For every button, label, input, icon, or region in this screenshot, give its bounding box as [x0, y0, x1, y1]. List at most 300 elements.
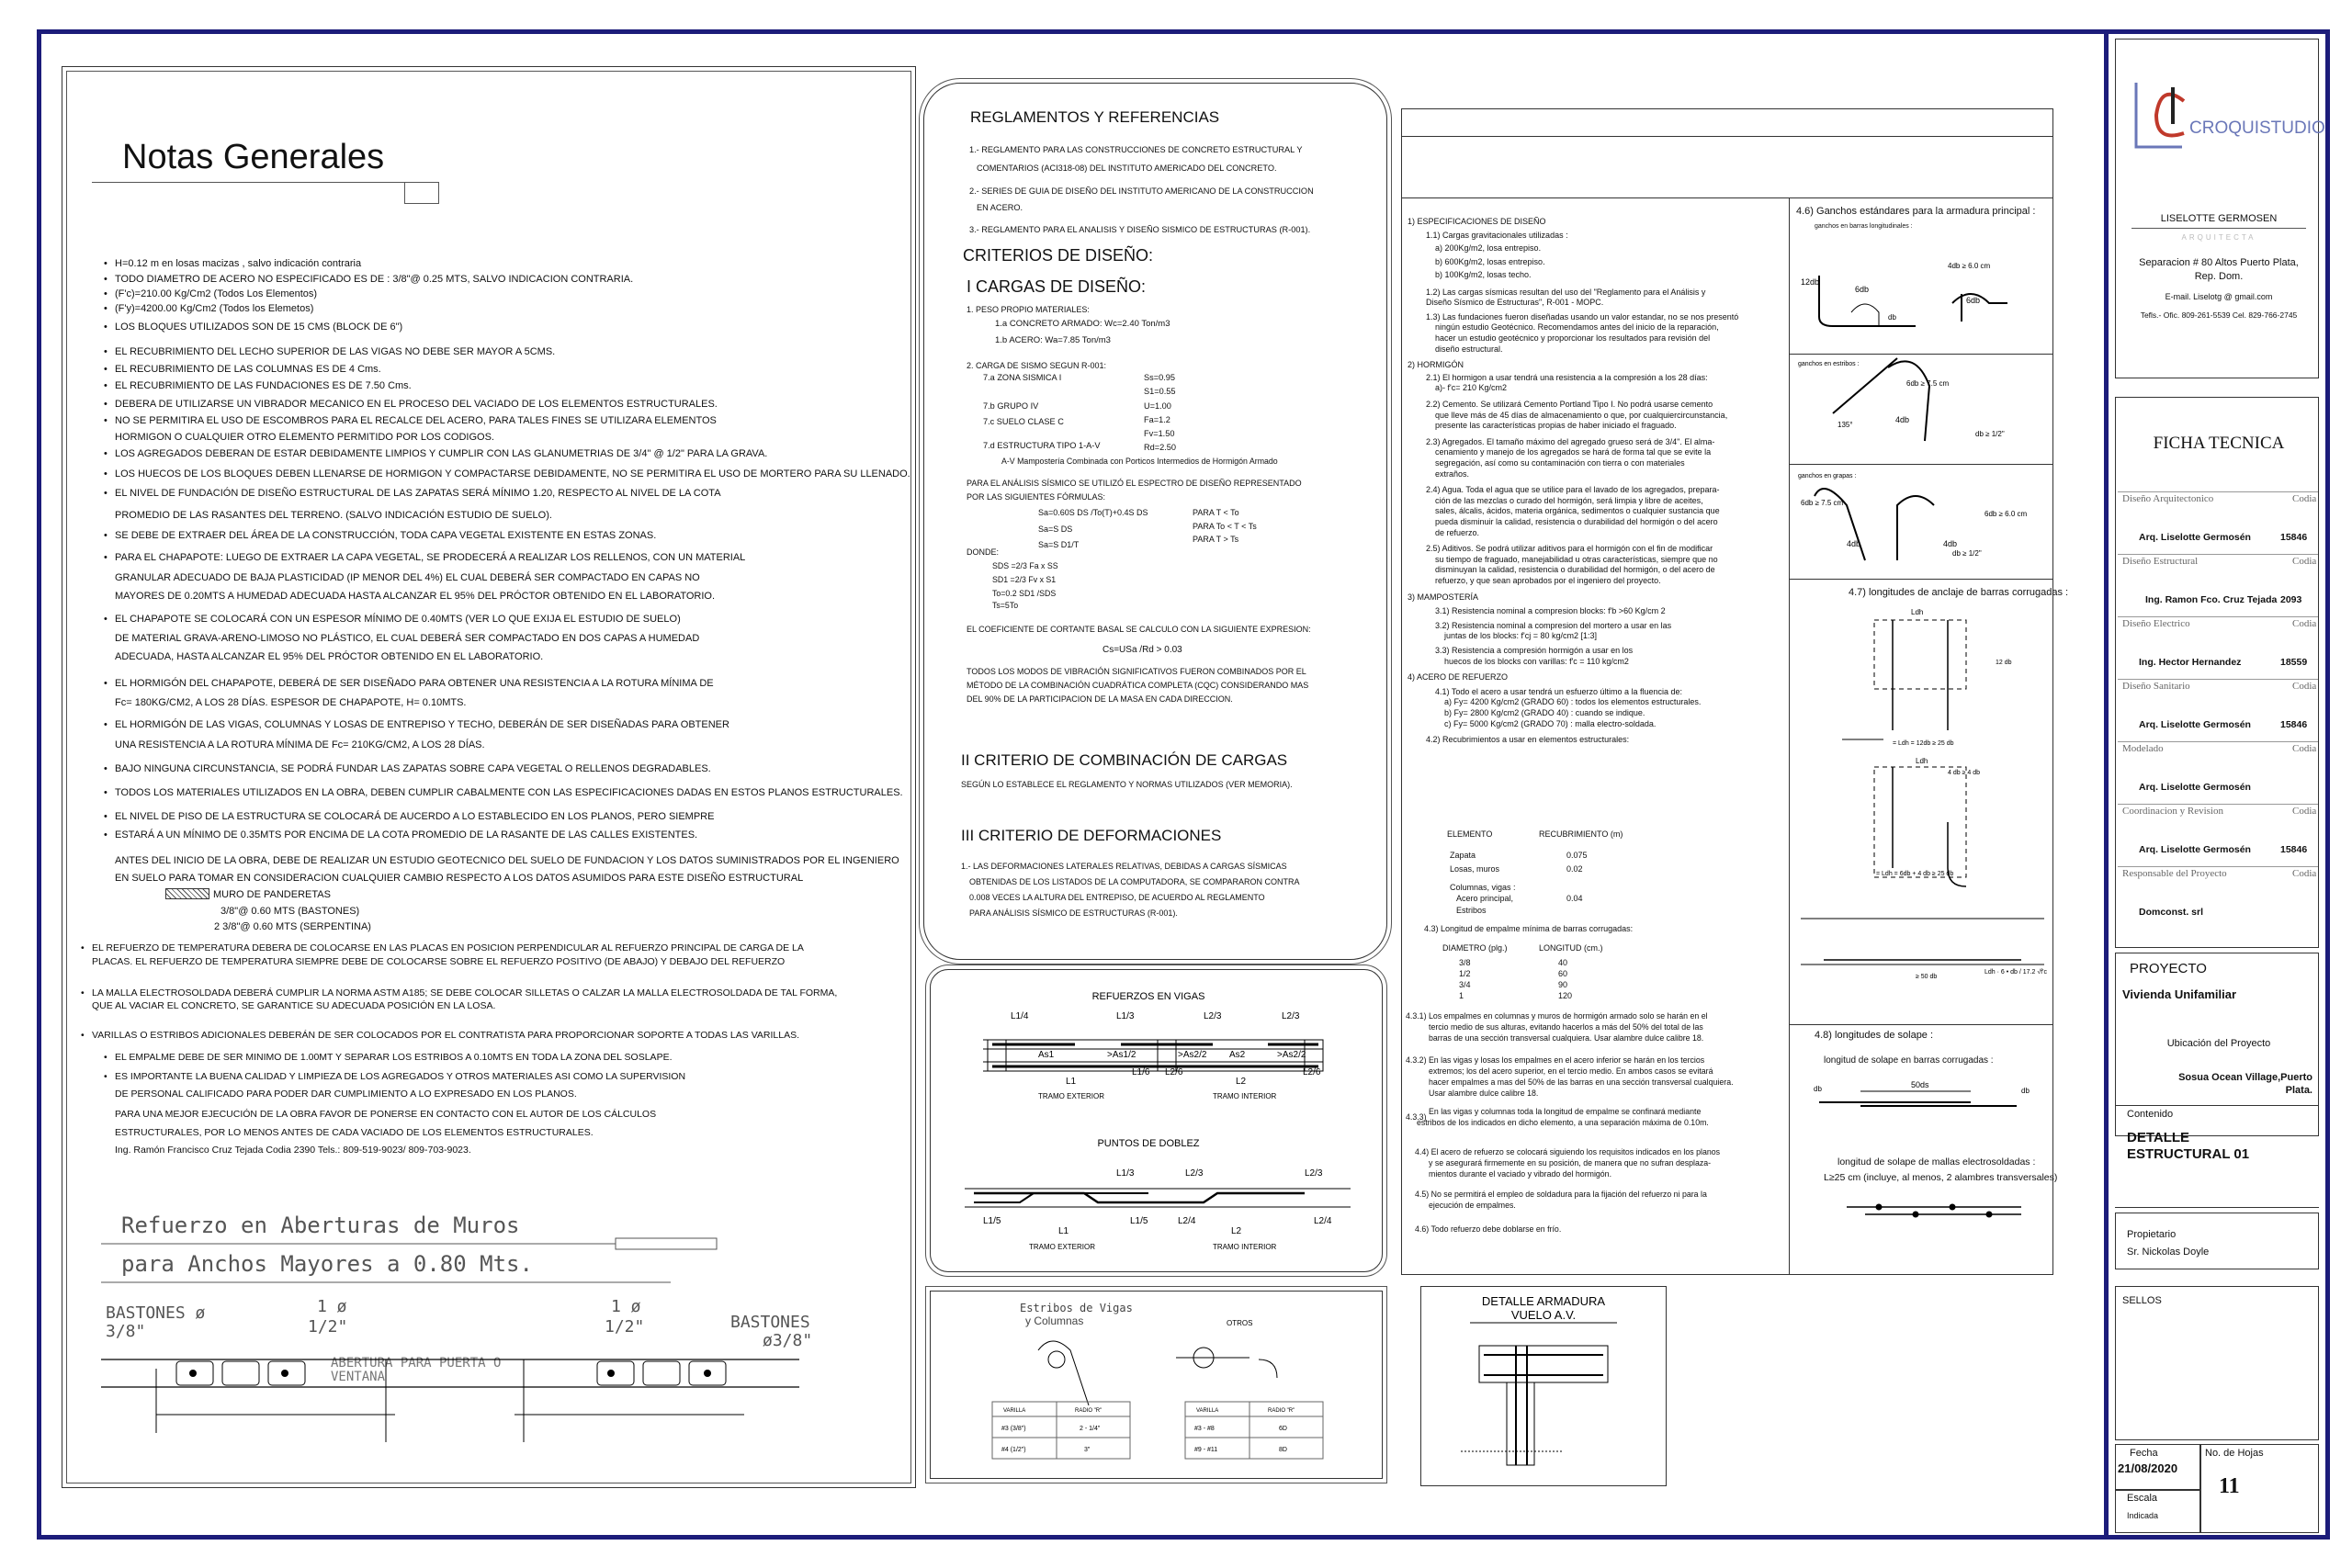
rec-header-2: RECUBRIMIENTO (m)	[1539, 829, 1623, 839]
svg-text:6db ≥ 7.5 cm: 6db ≥ 7.5 cm	[1906, 379, 1950, 388]
regl-text: SEGÚN LO ESTABLECE EL REGLAMENTO Y NORMAS UTILIZADOS (VER MEMORIA).	[961, 780, 1293, 789]
sismo-val: Ss=0.95	[1144, 373, 1175, 382]
escala-value: Indicada	[2127, 1511, 2159, 1520]
note-item-2: Ing. Ramón Francisco Cruz Tejada Codia 2390 Tels.: 809-519-9023/ 809-703-9023.	[115, 1145, 471, 1156]
role-label: Diseño Arquitectonico	[2122, 493, 2214, 504]
note-item: • BAJO NINGUNA CIRCUNSTANCIA, SE PODRÁ FUNDAR LAS ZAPATAS SOBRE CAPA VEGETAL O RELLENOS DEGRADABLES.	[115, 763, 711, 774]
svg-text:L2/3: L2/3	[1282, 1011, 1300, 1021]
svg-text:RADIO "R": RADIO "R"	[1075, 1408, 1102, 1414]
role-label: Modelado	[2122, 743, 2164, 754]
regl-line: EN ACERO.	[977, 203, 1023, 212]
spec-line-2: En las vigas y columnas toda la longitud de empalme se confinará mediante	[1429, 1107, 1702, 1116]
ganchos-sep-2	[1789, 464, 2053, 465]
spec-line-2: hacer empalmes a mas del 50% de las barras en una sección transversal cualquiera.	[1429, 1077, 1734, 1087]
role-name: Ing. Hector Hernandez	[2139, 657, 2242, 668]
croquistudio-logo	[2127, 78, 2325, 161]
svg-text:db: db	[1888, 313, 1896, 321]
spec-line: presente las características propias de haber iniciado el fraguado.	[1435, 421, 1677, 431]
escala-label: Escala	[2127, 1493, 2158, 1504]
svg-text:BASTONES ø: BASTONES ø	[106, 1303, 206, 1323]
spec-line: pueda disminuir la calidad, resistencia o durabilidad del hormigón o del acero	[1435, 516, 1718, 526]
ficha-box	[2115, 397, 2319, 948]
role-name: Arq. Liselotte Germosén	[2139, 782, 2251, 793]
regl-text: 1.- LAS DEFORMACIONES LATERALES RELATIVAS, DEBIDAS A CARGAS SÍSMICAS	[961, 862, 1287, 871]
svg-text:>As2/2: >As2/2	[1178, 1050, 1207, 1060]
note-item-2: • EL REFUERZO DE TEMPERATURA DEBERA DE COLOCARSE EN LAS PLACAS EN POSICION PERPENDICULAR AL REFUERZO PRINCIPAL DE CARGA DE LA	[92, 942, 804, 953]
spec-line: 2.5) Aditivos. Se podrá utilizar aditivos para el hormigón con el fin de modificar	[1426, 544, 1713, 554]
regl-text: SD1 =2/3 Fv x S1	[992, 575, 1057, 584]
emp-diam: 3/8	[1459, 958, 1471, 967]
spec-line: 4.1) Todo el acero a usar tendrá un esfuerzo último a la fluencia de:	[1435, 686, 1682, 696]
svg-text:6db: 6db	[1855, 285, 1870, 294]
phones: Tefls.- Ofic. 809-261-5539 Cel. 829-766-2745	[2140, 310, 2298, 320]
role-label: Coordinacion y Revision	[2122, 806, 2223, 817]
ganchos-sep-1	[1789, 354, 2053, 355]
note-item: • NO SE PERMITIRA EL USO DE ESCOMBROS PARA EL RECALCE DEL ACERO, PARA TALES FINES SE UTILIZARA ELEMENTOS	[115, 415, 717, 426]
svg-text:L2/4: L2/4	[1178, 1216, 1196, 1226]
svg-text:L2: L2	[1236, 1077, 1247, 1087]
svg-text:1 ø: 1 ø	[317, 1297, 347, 1316]
note-item: Fc= 180KG/CM2, A LOS 28 DÍAS. ESPESOR DE CHAPAPOTE, H= 0.10MTS.	[115, 697, 467, 708]
svg-text:= Ldh = 12db ≥ 25 db: = Ldh = 12db ≥ 25 db	[1893, 740, 1954, 747]
regl-line: 1.- REGLAMENTO PARA LAS CONSTRUCCIONES DE CONCRETO ESTRUCTURAL Y	[969, 145, 1303, 154]
rec-value: 0.02	[1566, 864, 1583, 874]
note-item: • PARA EL CHAPAPOTE: LUEGO DE EXTRAER LA CAPA VEGETAL, SE PRODECERÁ A REALIZAR LOS RELLENOS, CON UN MATERIAL	[115, 552, 745, 563]
svg-text:6db ≥ 6.0 cm: 6db ≥ 6.0 cm	[1984, 510, 2028, 518]
role-codia-label: Codia	[2292, 493, 2317, 504]
emp-diam: 1	[1459, 991, 1464, 1000]
architect-name: LISELOTTE GERMOSEN	[2132, 213, 2306, 229]
role-label: Responsable del Proyecto	[2122, 868, 2227, 879]
spec-line-2: tercio medio de sus alturas, evitando hacerlos a más del 50% del total de las	[1429, 1022, 1703, 1032]
role-codia-label: Codia	[2292, 868, 2317, 879]
regl-text: TODOS LOS MODOS DE VIBRACIÓN SIGNIFICATIVOS FUERON COMBINADOS POR EL	[967, 667, 1306, 676]
svg-text:3": 3"	[1084, 1447, 1091, 1453]
spec-line: c) Fy= 5000 Kg/cm2 (GRADO 70) : malla electro-soldada.	[1444, 718, 1657, 728]
role-label: Diseño Electrico	[2122, 618, 2190, 629]
role-name: Domconst. srl	[2139, 907, 2204, 918]
propietario-label: Propietario	[2127, 1229, 2177, 1240]
rec-element: Acero principal,	[1456, 894, 1514, 903]
refuerzo-drawing	[101, 1203, 910, 1470]
spec-line: extraños.	[1435, 468, 1470, 479]
svg-text:3/8": 3/8"	[106, 1322, 146, 1341]
spec-line: 2.1) El hormigon a usar tendrá una resistencia a la compresión a los 28 días:	[1426, 372, 1708, 382]
svg-text:L1/5: L1/5	[1130, 1216, 1148, 1226]
spec-line: 3.3) Resistencia a compresión hormigón a usar en los	[1435, 645, 1634, 655]
malla-drawing	[1838, 1194, 2040, 1231]
sismo-line: 7.b GRUPO IV	[983, 401, 1039, 411]
reglamentos-content	[946, 101, 1378, 127]
solape-sep	[1789, 1024, 2053, 1025]
svg-text:ganchos en grapas :: ganchos en grapas :	[1798, 473, 1857, 479]
svg-text:8D: 8D	[1279, 1447, 1287, 1453]
anclaje-title: 4.7) longitudes de anclaje de barras corrugadas :	[1849, 587, 2069, 598]
note-item: HORMIGON O CUALQUIER OTRO ELEMENTO PERMITIDO POR LOS CODIGOS.	[115, 432, 494, 443]
svg-text:4db ≥ 6.0 cm: 4db ≥ 6.0 cm	[1948, 262, 1991, 270]
sismo-val: Fv=1.50	[1144, 429, 1175, 438]
svg-text:12db: 12db	[1801, 277, 1820, 287]
note-item: • EL RECUBRIMIENTO DE LAS FUNDACIONES ES DE 7.50 Cms.	[115, 380, 412, 391]
spec-line: su tiempo de fraguado, manejabilidad u otras características, siempre que no	[1435, 554, 1718, 564]
note-item-2: QUE AL VACIAR EL CONCRETO, SE GARANTICE SU ADECUADA POSICIÓN EN LA LOSA.	[92, 1000, 496, 1011]
svg-text:L1/4: L1/4	[1011, 1011, 1029, 1021]
title-underline	[92, 182, 439, 183]
role-label: Diseño Sanitario	[2122, 681, 2190, 692]
svg-text:1/2": 1/2"	[605, 1317, 645, 1337]
role-separator	[2118, 679, 2318, 680]
svg-text:L1: L1	[1058, 1226, 1069, 1236]
role-name: Arq. Liselotte Germosén	[2139, 719, 2251, 730]
emp-len: 90	[1558, 980, 1568, 989]
email: E-mail. Liselotg @ gmail.com	[2165, 292, 2273, 301]
peso-title: 1. PESO PROPIO MATERIALES:	[967, 305, 1090, 314]
svg-text:RADIO "R": RADIO "R"	[1268, 1408, 1295, 1414]
svg-text:y Columnas: y Columnas	[1025, 1314, 1084, 1327]
prop-box	[2115, 1213, 2319, 1269]
spec-line: a)- f'c= 210 Kg/cm2	[1435, 383, 1508, 393]
spec-line: 1) ESPECIFICACIONES DE DISEÑO	[1408, 217, 1546, 226]
role-separator	[2118, 554, 2318, 555]
spec-line-2: 4.6) Todo refuerzo debe doblarse en frío.	[1415, 1224, 1562, 1234]
regl-text: SDS =2/3 Fa x SS	[992, 561, 1058, 570]
rec-element: Losas, muros	[1450, 864, 1500, 874]
role-codia: 15846	[2280, 844, 2308, 855]
spec-line-2: 4.3.2) En las vigas y losas los empalmes en el acero inferior se harán en los tercios	[1406, 1055, 1705, 1065]
role-codia: 18559	[2280, 657, 2308, 668]
spec-line: 2.3) Agregados. El tamaño máximo del agregado grueso será de 3/4". El alma-	[1426, 436, 1715, 446]
spec-line: segregación, así como su contaminación con tierra o con materiales	[1435, 457, 1685, 468]
regl-text: Ts=5To	[992, 601, 1019, 610]
spec-line: juntas de los blocks: f'cj = 80 kg/cm2 [1:3]	[1444, 631, 1598, 641]
note-item: • LOS HUECOS DE LOS BLOQUES DEBEN LLENARSE DE HORMIGON Y COMPACTARSE DEBIDAMENTE, NO SE PERMITIRA EL USO DE MORTERO PARA SU LLENADO.	[115, 468, 910, 479]
ubicacion-2: Plata.	[2285, 1085, 2312, 1096]
svg-text:TRAMO EXTERIOR: TRAMO EXTERIOR	[1038, 1092, 1105, 1100]
svg-text:Ldh · 6 • db / 17.2 √f'c: Ldh · 6 • db / 17.2 √f'c	[1984, 969, 2047, 976]
svg-text:= Ldh = 6db + 4 db ≥ 25 db: = Ldh = 6db + 4 db ≥ 25 db	[1876, 871, 1954, 877]
svg-text:L2/3: L2/3	[1305, 1168, 1323, 1179]
note-item-2: • EL EMPALME DEBE DE SER MINIMO DE 1.00MT Y SEPARAR LOS ESTRIBOS A 0.10MTS EN TODA LA ZONA DEL SOSLAPE.	[115, 1052, 673, 1063]
ganchos-long-label: ganchos en barras longitudinales :	[1815, 223, 1913, 230]
spec-line-2: 4.5) No se permitirá el empleo de soldadura para la fijación del refuerzo ni para la	[1415, 1190, 1707, 1199]
emp-title: 4.3) Longitud de empalme mínima de barras corrugadas:	[1424, 924, 1634, 933]
ganchos-title: 4.6) Ganchos estándares para la armadura principal :	[1796, 206, 2036, 217]
anclaje-sep	[1789, 579, 2053, 580]
svg-text:L1/6: L1/6	[1132, 1067, 1150, 1077]
rec-element: Columnas, vigas :	[1450, 883, 1516, 892]
regl-line: COMENTARIOS (ACI318-08) DEL INSTITUTO AMERICADO DEL CONCRETO.	[977, 164, 1277, 173]
spec-line: 4) ACERO DE REFUERZO	[1408, 672, 1509, 682]
notes-title: Notas Generales	[122, 138, 385, 176]
svg-text:#3 (3/8"): #3 (3/8")	[1001, 1426, 1026, 1432]
spec-line: 1.3) Las fundaciones fueron diseñadas usando un valor estandar, no se nos presentó	[1426, 311, 1739, 321]
spec-line: que lleve más de 45 días de almacenamiento o que, por cualquiercircunstancia,	[1435, 410, 1728, 420]
muro-title: MURO DE PANDERETAS	[213, 889, 331, 900]
note-item: • EL NIVEL DE FUNDACIÓN DE DISEÑO ESTRUCTURAL DE LAS ZAPATAS SERÁ MÍNIMO 1.20, RESPECTO AL NIVEL DE LA COTA	[115, 488, 721, 499]
emp-len: 120	[1558, 991, 1573, 1000]
note-item: UNA RESISTENCIA A LA ROTURA MÍNIMA DE Fc= 210KG/CM2, A LOS 28 DÍAS.	[115, 739, 485, 750]
emp-diam: 1/2	[1459, 969, 1471, 978]
role-codia-label: Codia	[2292, 618, 2317, 629]
svg-text:1 ø: 1 ø	[611, 1297, 641, 1316]
svg-text:BASTONES: BASTONES	[730, 1313, 810, 1332]
ganchos-drawing	[1796, 230, 2049, 583]
svg-text:para Anchos Mayores a 0.80 Mts: para Anchos Mayores a 0.80 Mts.	[121, 1251, 533, 1277]
svg-text:L1/5: L1/5	[983, 1216, 1001, 1226]
regl-line: 2.- SERIES DE GUIA DE DISEÑO DEL INSTITUTO AMERICANO DE LA CONSTRUCCION	[969, 186, 1314, 196]
spec-line: 2.4) Agua. Toda el agua que se utilice para el lavado de los agregados, prepara-	[1426, 485, 1720, 495]
sismo-val: Fa=1.2	[1144, 415, 1170, 424]
fecha-label: Fecha	[2130, 1448, 2158, 1459]
note-item-2: • VARILLAS O ESTRIBOS ADICIONALES DEBERÁN DE SER COLOCADOS POR EL CONTRATISTA PARA PROPORCIONAR SOPORTE A TODAS LAS VARILLAS.	[92, 1030, 799, 1041]
svg-text:TRAMO INTERIOR: TRAMO INTERIOR	[1213, 1243, 1277, 1251]
spec-line-2: ejecución de empalmes.	[1429, 1201, 1516, 1210]
muro-line-1: 3/8"@ 0.60 MTS (BASTONES)	[220, 906, 360, 917]
note-item-2: ESTRUCTURALES, POR LO MENOS ANTES DE CADA VACIADO DE LOS ELEMENTOS ESTRUCTURALES.	[115, 1127, 594, 1138]
proyecto-label: PROYECTO	[2130, 961, 2207, 976]
spec-line: Diseño Sísmico de Estructuras", R-001 - MOPC.	[1426, 298, 1604, 308]
sellos-box	[2115, 1286, 2319, 1440]
note-item-2: DE PERSONAL CALIFICADO PARA PODER DAR CUMPLIMIENTO A LO EXPRESADO EN LOS PLANOS.	[115, 1089, 577, 1100]
note-item: • EL NIVEL DE PISO DE LA ESTRUCTURA SE COLOCARÁ DE AUCERDO A LO ESTABLECIDO EN LOS PLANOS, PERO SIEMPRE	[115, 811, 714, 822]
spec-line-2: 4.4) El acero de refuerzo se colocará siguiendo los requisitos indicados en los planos	[1415, 1147, 1721, 1156]
rec-value: 0.075	[1566, 851, 1588, 860]
regl-text: DONDE:	[967, 547, 1000, 557]
note-item: • DEBERA DE UTILIZARSE UN VIBRADOR MECANICO EN EL PROCESO DEL VACIADO DE LOS ELEMENTOS ESTRUCTURALES.	[115, 399, 718, 410]
spec-433-label: 4.3.3)	[1406, 1112, 1427, 1122]
spec-line: b) 100Kg/m2, losas techo.	[1435, 270, 1532, 279]
role-name: Arq. Liselotte Germosén	[2139, 532, 2251, 543]
regl-text: EL COEFICIENTE DE CORTANTE BASAL SE CALCULO CON LA SIGUIENTE EXPRESION:	[967, 625, 1311, 634]
role-separator	[2118, 866, 2318, 867]
svg-text:Ldh: Ldh	[1911, 608, 1924, 616]
regl-text: DEL 90% DE LA PARTICIPACION DE LA MASA EN CADA DIRECCION.	[967, 694, 1233, 704]
svg-text:DETALLE ARMADURA: DETALLE ARMADURA	[1481, 1294, 1606, 1308]
svg-text:Refuerzo en Aberturas de Muros: Refuerzo en Aberturas de Muros	[121, 1213, 520, 1238]
spec-line: 3.1) Resistencia nominal a compresion blocks: f'b >60 Kg/cm 2	[1435, 606, 1666, 616]
regl-text: Sa=0.60S DS /To(T)+0.4S DS	[1038, 508, 1148, 517]
note-item: • LOS AGREGADOS DEBERAN DE ESTAR DEBIDAMENTE LIMPIOS Y CUMPLIR CON LAS GLANUMETRIAS DE 3/4" @ 1/2" PARA LA GRAVA.	[115, 448, 767, 459]
regl-text: PARA T < To	[1193, 508, 1239, 517]
svg-text:>As1/2: >As1/2	[1107, 1050, 1136, 1060]
note-item-2: PLACAS. EL REFUERZO DE TEMPERATURA SIEMPRE DEBE DE COLOCARSE SOBRE EL REFUERZO POSITIVO (DE ABAJO) Y DEBAJO DEL REFUERZO	[92, 956, 786, 967]
role-codia-label: Codia	[2292, 681, 2317, 692]
title-underline-box	[404, 182, 439, 204]
emp-header-1: DIAMETRO (plg.)	[1442, 943, 1508, 953]
svg-text:TRAMO EXTERIOR: TRAMO EXTERIOR	[1029, 1243, 1096, 1251]
spec-line: b) 600Kg/m2, losas entrepiso.	[1435, 256, 1545, 266]
note-item: • EL CHAPAPOTE SE COLOCARÁ CON UN ESPESOR MÍNIMO DE 0.40MTS (VER LO QUE EXIJA EL ESTUDIO DE SUELO)	[115, 614, 681, 625]
svg-text:ABERTURA PARA PUERTA O: ABERTURA PARA PUERTA O	[331, 1356, 502, 1371]
role-separator	[2118, 741, 2318, 742]
note-item: ADECUADA, HASTA ALCANZAR EL 95% DEL PRÓCTOR OBTENIDO EN EL LABORATORIO.	[115, 651, 544, 662]
note-item: • SE DEBE DE EXTRAER DEL ÁREA DE LA CONSTRUCCIÓN, TODA CAPA VEGETAL EXISTENTE EN ESTAS ZONAS.	[115, 530, 656, 541]
svg-text:50ds: 50ds	[1911, 1080, 1929, 1089]
spec-line: hacer un estudio geotécnico y proporcionar los resultados para revisión del	[1435, 333, 1711, 343]
spec-line: sales, álcalis, ácidos, materia orgánica, sedimentos o cualquier sustancia que	[1435, 506, 1720, 516]
spec-line: a) 200Kg/m2, losa entrepiso.	[1435, 243, 1542, 253]
spec-line: 3.2) Resistencia nominal a compresion del mortero a usar en las	[1435, 620, 1672, 630]
emp-len: 60	[1558, 969, 1568, 978]
spec-line: ción de las mezclas o curado del hormigón, será limpia y libre de aceites,	[1435, 495, 1703, 505]
svg-text:VUELO A.V.: VUELO A.V.	[1510, 1308, 1577, 1322]
proyecto-value: Vivienda Unifamiliar	[2122, 987, 2237, 1001]
svg-text:VARILLA: VARILLA	[1003, 1408, 1026, 1414]
regl-text: 1.b ACERO: Wa=7.85 Ton/m3	[995, 335, 1111, 345]
address-2: Rep. Dom.	[2194, 271, 2244, 282]
svg-text:Ldh: Ldh	[1916, 757, 1928, 765]
svg-text:6db ≥ 7.5 cm: 6db ≥ 7.5 cm	[1801, 499, 1844, 507]
specs-header-line-2	[1401, 197, 2053, 198]
spec-line: 2) HORMIGÓN	[1408, 360, 1464, 370]
note-item: • EL HORMIGÓN DE LAS VIGAS, COLUMNAS Y LOSAS DE ENTREPISO Y TECHO, DEBERÁN DE SER DISEÑADAS PARA OBTENER	[115, 719, 729, 730]
malla-title: longitud de solape de mallas electrosoldadas :	[1838, 1156, 2036, 1168]
role-separator	[2118, 491, 2318, 492]
sismo-val: Rd=2.50	[1144, 443, 1176, 452]
ficha-title: FICHA TECNICA	[2153, 434, 2285, 453]
regl-text: To=0.2 SD1 /SDS	[992, 589, 1057, 598]
regl-text: Sa=S D1/T	[1038, 540, 1080, 549]
svg-text:OTROS: OTROS	[1227, 1319, 1253, 1327]
note-item: • H=0.12 m en losas macizas , salvo indicación contraria	[115, 258, 361, 269]
svg-text:135°: 135°	[1838, 421, 1853, 429]
note-item: • EL HORMIGÓN DEL CHAPAPOTE, DEBERÁ DE SER DISEÑADO PARA OBTENER UNA RESISTENCIA A LA ROTURA MÍNIMA DE	[115, 678, 714, 689]
svg-text:Estribos de Vigas: Estribos de Vigas	[1020, 1302, 1133, 1314]
sismo-line: 7.a ZONA SISMICA I	[983, 373, 1062, 382]
spec-line-2: Usar alambre dulce calibre 18.	[1429, 1089, 1539, 1098]
doblez-title: PUNTOS DE DOBLEZ	[1097, 1138, 1200, 1149]
regl-line: 3.- REGLAMENTO PARA EL ANALISIS Y DISEÑO SISMICO DE ESTRUCTURAS (R-001).	[969, 225, 1311, 234]
role-separator	[2118, 616, 2318, 617]
note-item: • TODOS LOS MATERIALES UTILIZADOS EN LA OBRA, DEBEN CUMPLIR CABALMENTE CON LAS ESPECIFICACIONES DADAS EN ESTOS PLANOS ESTRUCTURALES.	[115, 787, 903, 798]
regl-text: 2. CARGA DE SISMO SEGUN R-001:	[967, 361, 1107, 370]
note-item: • EL RECUBRIMIENTO DEL LECHO SUPERIOR DE LAS VIGAS NO DEBE SER MAYOR A 5CMS.	[115, 346, 555, 357]
anclaje-drawing	[1801, 602, 2047, 1024]
muro-line-2: 2 3/8"@ 0.60 MTS (SERPENTINA)	[214, 921, 371, 932]
svg-text:As2: As2	[1229, 1050, 1246, 1060]
svg-text:#4 (1/2"): #4 (1/2")	[1001, 1447, 1026, 1453]
svg-text:L2/6: L2/6	[1303, 1067, 1321, 1077]
spec-line: 1.2) Las cargas sísmicas resultan del uso del "Reglamento para el Análisis y	[1426, 287, 1706, 297]
svg-text:L2/4: L2/4	[1314, 1216, 1332, 1226]
role-codia: 15846	[2280, 719, 2308, 730]
note-item: • (F'y)=4200.00 Kg/Cm2 (Todos los Elemetos)	[115, 303, 313, 314]
sismo-val: U=1.00	[1144, 401, 1171, 411]
regl-text: PARA T > Ts	[1193, 535, 1239, 544]
role-codia-label: Codia	[2292, 556, 2317, 567]
sismo-val: S1=0.55	[1144, 387, 1176, 396]
combi-title: II CRITERIO DE COMBINACIÓN DE CARGAS	[961, 751, 1288, 769]
specs-header-line	[1401, 136, 2053, 137]
svg-text:L1/3: L1/3	[1116, 1011, 1135, 1021]
svg-text:≥ 50 db: ≥ 50 db	[1916, 974, 1938, 980]
sellos-label: SELLOS	[2122, 1295, 2162, 1306]
hojas-label: No. de Hojas	[2205, 1448, 2264, 1459]
spec-line: 1.1) Cargas gravitacionales utilizadas :	[1426, 230, 1568, 240]
spec-line-2: extremos; los del acero superior, en el tercio medio. En ambos casos se evitará	[1429, 1066, 1713, 1076]
spec-line: refuerzo, y que sean aprobados por el ingeniero del proyecto.	[1435, 575, 1661, 585]
svg-text:CROQUISTUDIO: CROQUISTUDIO	[2189, 118, 2325, 138]
svg-text:4db: 4db	[1895, 415, 1910, 424]
regl-text: MÉTODO DE LA COMBINACIÓN CUADRÁTICA COMPLETA (CQC) CONSIDERANDO MAS	[967, 681, 1309, 690]
spec-line: disminuyan la calidad, resistencia o durabilidad del hormigón, o del acero de	[1435, 565, 1715, 575]
note-item: GRANULAR ADECUADO DE BAJA PLASTICIDAD (IP MENOR DEL 4%) EL CUAL DEBERÁ SER COMPACTADO EN CAPAS NO	[115, 572, 700, 583]
reglamentos-title: REGLAMENTOS Y REFERENCIAS	[970, 108, 1220, 126]
spec-line-2: mientos durante el vaciado y vibrado del hormigón.	[1429, 1169, 1612, 1179]
solape-title: 4.8) longitudes de solape :	[1815, 1030, 1934, 1041]
svg-text:L2/3: L2/3	[1185, 1168, 1204, 1179]
sismo-line: 7.c SUELO CLASE C	[983, 417, 1064, 426]
spec-line: 3) MAMPOSTERÍA	[1408, 592, 1479, 602]
spec-line: 2.2) Cemento. Se utilizará Cemento Portland Tipo I. No podrá usarse cemento	[1426, 399, 1713, 409]
ubicacion-1: Sosua Ocean Village,Puerto	[2178, 1072, 2312, 1083]
cargas-title: I CARGAS DE DISEÑO:	[967, 277, 1147, 296]
role-name: Ing. Ramon Fco. Cruz Tejada	[2145, 594, 2278, 605]
regl-text: 0.008 VECES LA ALTURA DEL ENTREPISO, DE ACUERDO AL REGLAMENTO	[969, 893, 1265, 902]
svg-text:VENTANA: VENTANA	[331, 1370, 386, 1384]
note-item: ANTES DEL INICIO DE LA OBRA, DEBE DE REALIZAR UN ESTUDIO GEOTECNICO DEL SUELO DE FUNDACION Y LOS DATOS SUMINISTRADOS POR EL INGENIERO	[115, 855, 899, 866]
svg-text:4db: 4db	[1943, 539, 1958, 548]
spec-line: diseño estructural.	[1435, 344, 1503, 354]
fecha-value: 21/08/2020	[2118, 1461, 2178, 1475]
note-item: MAYORES DE 0.20MTS A HUMEDAD ADECUADA HASTA ALCANZAR EL 95% DEL PRÓCTOR OBTENIDO EN EL LABORATORIO.	[115, 591, 716, 602]
svg-text:1/2": 1/2"	[308, 1317, 348, 1337]
svg-text:4 db ≥ 4 db: 4 db ≥ 4 db	[1948, 770, 1980, 776]
sismo-line: 7.d ESTRUCTURA TIPO 1-A-V	[983, 441, 1101, 450]
spec-line: b) Fy= 2800 Kg/cm2 (GRADO 40) : cuando se indique.	[1444, 707, 1645, 717]
propietario-value: Sr. Nickolas Doyle	[2127, 1247, 2210, 1258]
role-codia-label: Codia	[2292, 806, 2317, 817]
spec-line: a) Fy= 4200 Kg/cm2 (GRADO 60) : todos los elementos estructurales.	[1444, 697, 1702, 707]
criterios-title: CRITERIOS DE DISEÑO:	[963, 246, 1154, 265]
svg-text:As1: As1	[1038, 1050, 1055, 1060]
svg-text:6D: 6D	[1279, 1426, 1287, 1432]
vigas-title: REFUERZOS EN VIGAS	[1091, 991, 1205, 1002]
note-item: EN SUELO PARA TOMAR EN CONSIDERACION CUALQUIER CAMBIO RESPECTO A LOS DATOS ASUMIDOS PARA ESTE DISEÑO ESTRUCTURAL	[115, 873, 804, 884]
rec-header-1: ELEMENTO	[1447, 829, 1493, 839]
regl-text: Cs=USa /Rd > 0.03	[1102, 645, 1182, 655]
address-1: Separacion # 80 Altos Puerto Plata,	[2139, 257, 2299, 268]
hojas-value: 11	[2219, 1474, 2240, 1498]
malla-sub: L≥25 cm (incluye, al menos, 2 alambres transversales)	[1824, 1172, 2058, 1183]
svg-text:db: db	[1814, 1085, 1822, 1093]
spec-line: ningún estudio Geotécnico. Recomendamos antes del inicio de la reparación,	[1435, 322, 1719, 333]
architect-title: ARQUITECTA	[2181, 233, 2256, 242]
rec-element: Zapata	[1450, 851, 1476, 860]
note-item-2: • ES IMPORTANTE LA BUENA CALIDAD Y LIMPIEZA DE LOS AGREGADOS Y OTROS MATERIALES ASI COMO LA SUPERVISION	[115, 1071, 685, 1082]
svg-text:ø3/8": ø3/8"	[763, 1331, 813, 1350]
emp-header-2: LONGITUD (cm.)	[1539, 943, 1603, 953]
svg-text:L2/6: L2/6	[1165, 1067, 1183, 1077]
regl-text: 1.a CONCRETO ARMADO: Wc=2.40 Ton/m3	[995, 319, 1170, 329]
svg-text:4db: 4db	[1847, 539, 1861, 548]
spec-line-2: barras de una sección transversal cualquiera. Usar alambre dulce calibre 18.	[1429, 1033, 1704, 1043]
spec-line-2: estribos de los indicados en dicho elemento, a una separación máxima de 0.10m.	[1417, 1118, 1709, 1127]
svg-text:VARILLA: VARILLA	[1196, 1408, 1219, 1414]
svg-text:L2/3: L2/3	[1204, 1011, 1222, 1021]
contenido-label: Contenido	[2127, 1109, 2174, 1120]
specs-divider	[1789, 197, 1790, 1275]
role-separator	[2118, 804, 2318, 805]
svg-text:ganchos en estribos :: ganchos en estribos :	[1798, 361, 1860, 367]
spec-line: huecos de los blocks con varillas: f'c = 110 kg/cm2	[1444, 656, 1629, 666]
spec-line-2: y se asegurará firmemente en su posición, de manera que no sufran desplaza-	[1429, 1158, 1712, 1168]
regl-text: PARA EL ANÁLISIS SÍSMICO SE UTILIZÓ EL ESPECTRO DE DISEÑO REPRESENTADO	[967, 479, 1302, 488]
rec-element: Estribos	[1456, 906, 1487, 915]
svg-text:#3 - #8: #3 - #8	[1194, 1426, 1215, 1432]
contenido-1: DETALLE	[2127, 1130, 2190, 1145]
spec-line-2: 4.3.1) Los empalmes en columnas y muros de hormigón armado solo se harán en el	[1406, 1011, 1708, 1021]
